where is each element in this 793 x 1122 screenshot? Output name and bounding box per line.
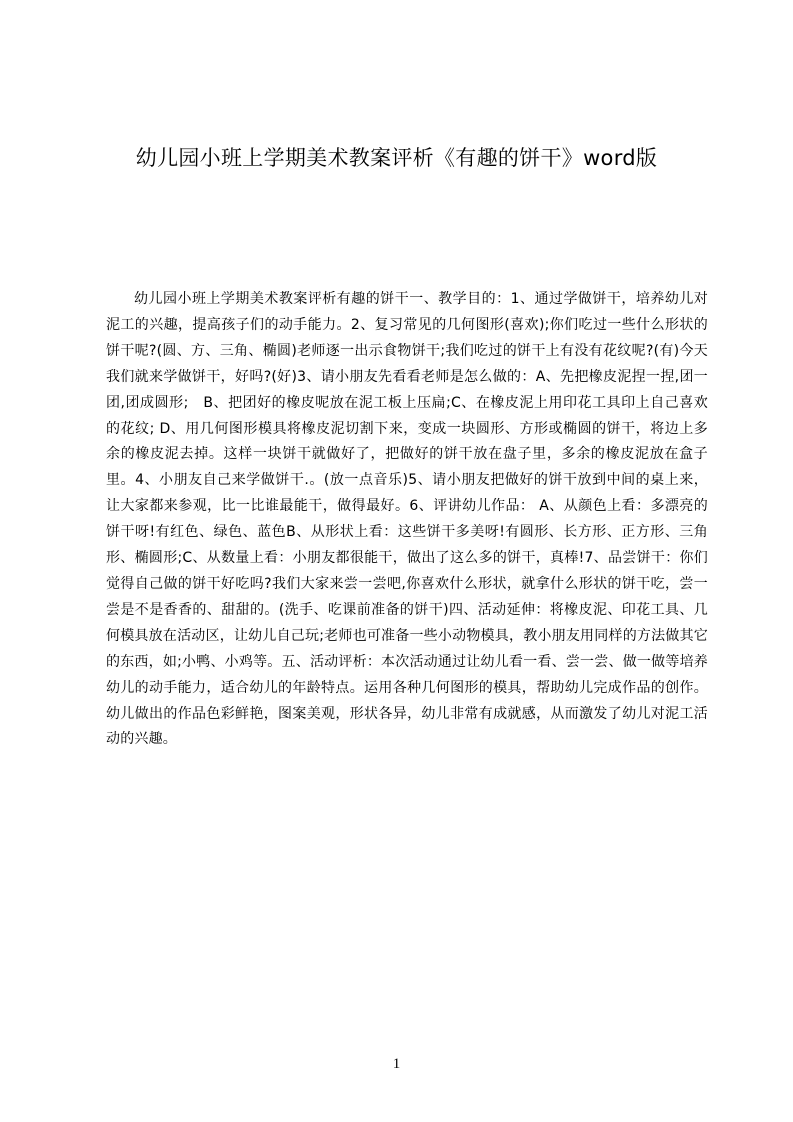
document-body [106, 287, 708, 827]
page-number: 1 [392, 1056, 401, 1072]
document-title: 幼儿园小班上学期美术教案评析《有趣的饼干》word版 [135, 146, 658, 170]
body-paragraph: 幼儿园小班上学期美术教案评析有趣的饼干一、教学目的：1、通过学做饼干，培养幼儿对泥工的兴趣，提高孩子们的动手能力。2、复习常见的几何图形(喜欢);你们吃过一些什么形状的饼干呢?(圆、方、三角、椭圆)老师逐一出示食物饼干;我们吃过的饼干上有没有花纹呢?(有)今天我们就来学做饼干，好吗?(好)3、请小朋友先看看老师是怎么做的：A、先把橡皮泥捏一捏,团一团,团成圆形; B、把团好的橡皮呢放在泥工板上压扁;C、在橡皮泥上用印花工具印上自己喜欢的花纹; D、用几何图形模具将橡皮泥切割下来，变成一块圆形、方形或椭圆的饼干，将边上多余的橡皮泥去掉。这样一块饼干就做好了，把做好的饼干放在盘子里，多余的橡皮泥放在盒子里。4、小朋友自己来学做饼干.。(放一点音乐)5、请小朋友把做好的饼干放到中间的桌上来，让大家都来参观，比一比谁最能干，做得最好。6、评讲幼儿作品： A、从颜色上看：多漂亮的饼干呀!有红色、绿色、蓝色B、从形状上看：这些饼干多美呀!有圆形、长方形、正方形、三角形、椭圆形;C、从数量上看：小朋友都很能干，做出了这么多的饼干，真棒!7、品尝饼干：你们觉得自己做的饼干好吃吗?我们大家来尝一尝吧,你喜欢什么形状，就拿什么形状的饼干吃，尝一尝是不是香香的、甜甜的。(洗手、吃课前准备的饼干)四、活动延伸：将橡皮泥、印花工具、几何模具放在活动区，让幼儿自己玩;老师也可准备一些小动物模具，教小朋友用同样的方法做其它的东西，如;小鸭、小鸡等。五、活动评析：本次活动通过让幼儿看一看、尝一尝、做一做等培养幼儿的动手能力，适合幼儿的年龄特点。运用各种几何图形的模具，帮助幼儿完成作品的创作。幼儿做出的作品色彩鲜艳，图案美观，形状各异，幼儿非常有成就感，从而激发了幼儿对泥工活动的兴趣。 [106, 291, 708, 748]
